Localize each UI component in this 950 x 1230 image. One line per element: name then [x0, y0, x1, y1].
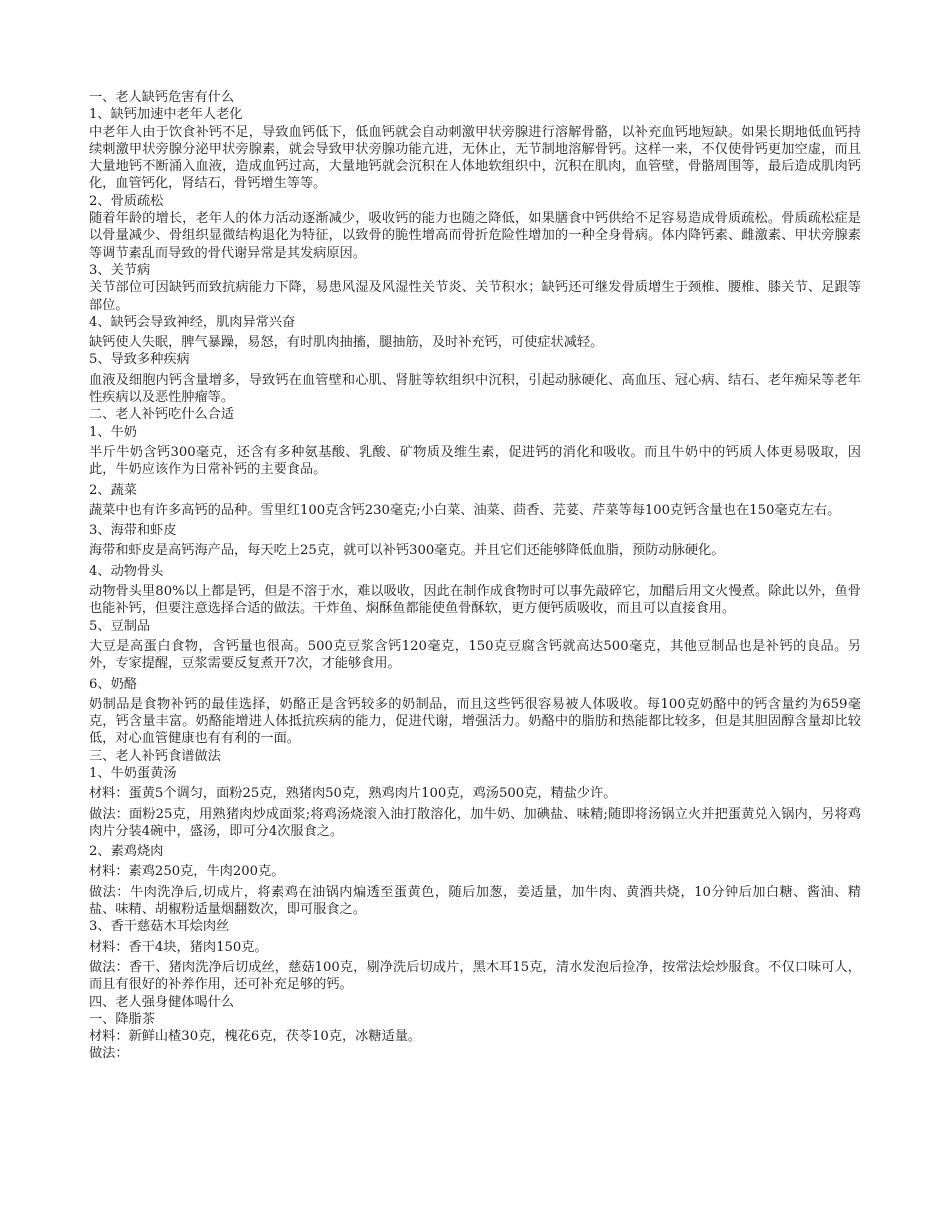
- paragraph: 随着年龄的增长，老年人的体力活动逐渐减少，吸收钙的能力也随之降低，如果膳食中钙供给不足容易造成骨质疏松。骨质疏松症是以骨量减少、骨组织显微结构退化为特征，以致骨的脆性增高而骨折危险性增加的一种全身骨病。体内降钙素、雌激素、甲状旁腺素等调节素乱而导致的骨代谢异常是其发病原因。: [89, 211, 861, 261]
- subsection-heading: 2、素鸡烧肉: [89, 844, 164, 860]
- subsection-heading: 6、奶酪: [89, 676, 137, 692]
- subsection-heading: 1、缺钙加速中老年人老化: [89, 107, 243, 123]
- paragraph: 材料：蛋黄5个调匀，面粉25克，熟猪肉50克，熟鸡肉片100克，鸡汤500克，精盐少许。: [89, 786, 617, 802]
- subsection-heading: 1、牛奶蛋黄汤: [89, 765, 177, 781]
- subsection-heading: 1、牛奶: [89, 424, 137, 440]
- paragraph: 做法：牛肉洗净后,切成片，将素鸡在油锅内煸透至蛋黄色，随后加葱，姜适量，加牛肉、黄酒共烧，10分钟后加白糖、酱油、精盐、味精、胡椒粉适量烟翻数次，即可服食之。: [89, 884, 861, 918]
- paragraph: 做法：面粉25克，用熟猪肉炒成面浆;将鸡汤烧滚入油打散溶化，加牛奶、加碘盐、味精;随即将汤锅立火并把蛋黄兑入锅内，另将鸡肉片分装4碗中，盛汤，即可分4次服食之。: [89, 806, 861, 839]
- paragraph: 中老年人由于饮食补钙不足，导致血钙低下，低血钙就会自动刺激甲状旁腺进行溶解骨骼，以补充血钙地短缺。如果长期地低血钙持续刺激甲状旁腺分泌甲状旁腺素，就会导致甲状旁腺功能亢进，无休止，无节制地溶解骨钙。这样一来，不仅使骨钙更加空虚，而且大量地钙不断涌入血液，造成血钙过高，大量地钙就会沉积在人体地软组织中，沉积在肌肉，血管壁，骨骼周围等，最后造成肌肉钙化，血管钙化，肾结石，骨钙增生等等。: [89, 124, 861, 192]
- paragraph: 做法：香干、猪肉洗净后切成丝，慈菇100克，剔净洗后切成片，黑木耳15克，清水发泡后捡净，按常法烩炒服食。不仅口味可人，而且有很好的补养作用，还可补充足够的钙。: [89, 959, 861, 993]
- section-heading: 四、老人强身健体喝什么: [89, 994, 235, 1010]
- paragraph: 材料：素鸡250克，牛肉200克。: [89, 864, 285, 880]
- subsection-heading: 2、骨质疏松: [89, 193, 164, 209]
- section-heading: 一、老人缺钙危害有什么: [89, 90, 235, 105]
- subsection-heading: 3、香干慈菇木耳烩肉丝: [89, 919, 230, 935]
- subsection-heading: 3、关节病: [89, 262, 151, 278]
- subsection-heading: 一、降脂茶: [89, 1011, 155, 1027]
- subsection-heading: 做法：: [89, 1046, 129, 1062]
- subsection-heading: 3、海带和虾皮: [89, 523, 177, 539]
- paragraph: 材料：香干4块，猪肉150克。: [89, 939, 268, 955]
- paragraph: 半斤牛奶含钙300毫克，还含有多种氨基酸、乳酸、矿物质及维生素，促进钙的消化和吸收。而且牛奶中的钙质人体更易吸取，因此，牛奶应该作为日常补钙的主要食品。: [89, 444, 861, 478]
- paragraph: 血液及细胞内钙含量增多，导致钙在血管壁和心肌、肾脏等软组织中沉积，引起动脉硬化、高血压、冠心病、结石、老年痴呆等老年性疾病以及恶性肿瘤等。: [89, 372, 861, 406]
- paragraph: 动物骨头里80%以上都是钙，但是不溶于水，难以吸收，因此在制作成食物时可以事先敲碎它，加醋后用文火慢煮。除此以外，鱼骨也能补钙，但要注意选择合适的做法。干炸鱼、焖酥鱼都能使鱼骨酥软，更方便钙质吸收，而且可以直接食用。: [89, 584, 861, 617]
- paragraph: 材料：新鲜山楂30克，槐花6克，茯苓10克，冰糖适量。: [89, 1029, 422, 1045]
- subsection-heading: 5、豆制品: [89, 618, 151, 634]
- subsection-heading: 4、缺钙会导致神经，肌肉异常兴奋: [89, 314, 296, 330]
- paragraph: 缺钙使人失眠，脾气暴躁，易怒，有时肌肉抽搐，腿抽筋，及时补充钙，可使症状减轻。: [89, 335, 604, 351]
- section-heading: 三、老人补钙食谱做法: [89, 748, 221, 764]
- paragraph: 关节部位可因缺钙而致抗病能力下降，易患风湿及风湿性关节炎、关节积水；缺钙还可继发骨质增生于颈椎、腰椎、膝关节、足跟等部位。: [89, 280, 861, 313]
- section-heading: 二、老人补钙吃什么合适: [89, 407, 235, 423]
- paragraph: 蔬菜中也有许多高钙的品种。雪里红100克含钙230毫克;小白菜、油菜、茴香、芫荽、芹菜等每100克钙含量也在150毫克左右。: [89, 502, 841, 518]
- subsection-heading: 4、动物骨头: [89, 563, 164, 579]
- subsection-heading: 5、导致多种疾病: [89, 352, 190, 368]
- paragraph: 大豆是高蛋白食物，含钙量也很高。500克豆浆含钙120毫克，150克豆腐含钙就高达500毫克，其他豆制品也是补钙的良品。另外，专家提醒，豆浆需要反复煮开7次，才能够食用。: [89, 638, 861, 672]
- paragraph: 海带和虾皮是高钙海产品，每天吃上25克，就可以补钙300毫克。并且它们还能够降低血脂，预防动脉硬化。: [89, 543, 725, 559]
- document-body: [89, 89, 861, 1063]
- subsection-heading: 2、蔬菜: [89, 482, 137, 498]
- paragraph: 奶制品是食物补钙的最佳选择，奶酪正是含钙较多的奶制品，而且这些钙很容易被人体吸收。每100克奶酪中的钙含量约为659毫克，钙含量丰富。奶酪能增进人体抵抗疾病的能力，促进代谢，增强活力。奶酪中的脂肪和热能都比较多，但是其胆固醇含量却比较低，对心血管健康也有有利的一面。: [89, 696, 861, 747]
